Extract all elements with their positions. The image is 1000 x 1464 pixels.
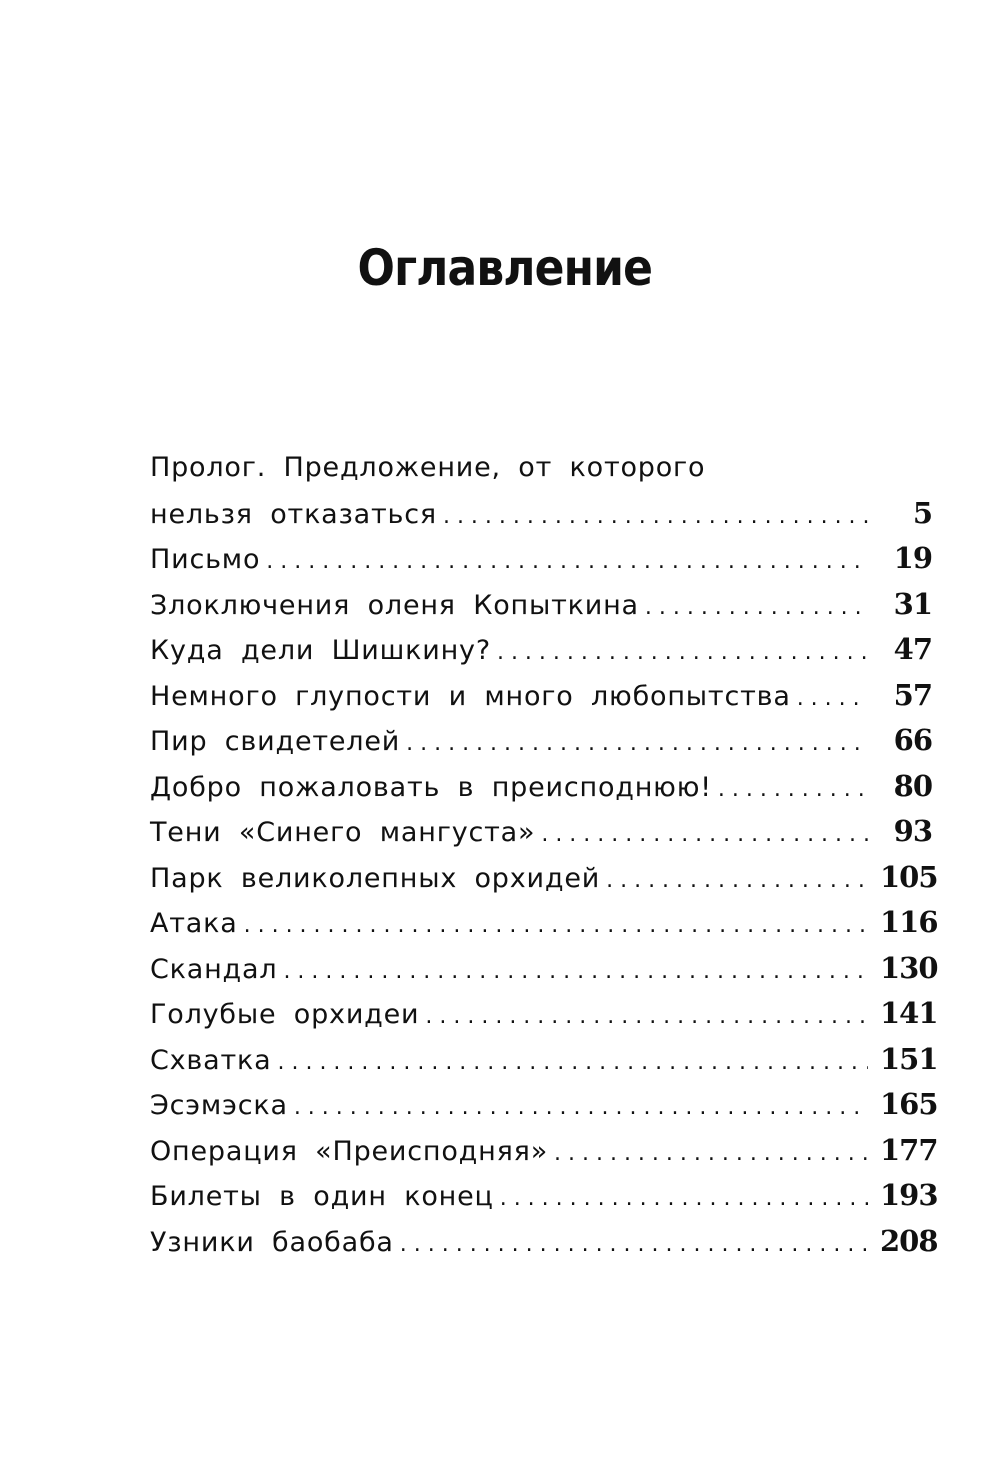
toc-page-number: 5 [912, 495, 932, 530]
dot-leader [406, 721, 868, 767]
toc-entry[interactable] [150, 673, 932, 719]
toc-page-number: 193 [880, 1178, 938, 1212]
toc-entry[interactable] [150, 1037, 938, 1083]
page-title: Оглавление [357, 239, 653, 297]
dot-leader [797, 676, 868, 722]
dot-leader [277, 1040, 868, 1086]
toc-entry-title: Немного глупости и много любопытства [150, 680, 791, 712]
toc-entry[interactable] [150, 627, 932, 673]
toc-entry-title: Злоключения оленя Копыткина [150, 589, 639, 621]
toc-entry-title: Куда дели Шишкину? [150, 635, 491, 666]
toc-entry-title: Билеты в один конец [150, 1181, 494, 1212]
dot-leader [500, 1176, 868, 1222]
toc-entry-title: Парк великолепных орхидей [150, 862, 601, 894]
dot-leader [425, 994, 868, 1040]
toc-entry[interactable] [150, 1219, 938, 1265]
toc-entry-title: Пир свидетелей [150, 726, 401, 757]
toc-page-number: 57 [893, 677, 932, 712]
toc-entry[interactable] [150, 900, 938, 946]
toc-entry[interactable] [150, 764, 932, 810]
dot-leader [606, 858, 868, 904]
toc-entry-title: Узники баобаба [150, 1226, 394, 1258]
toc-page-number: 105 [880, 859, 938, 894]
toc-page-number: 93 [893, 814, 932, 848]
toc-page-number: 141 [880, 996, 938, 1030]
toc-entry[interactable] [150, 991, 938, 1037]
toc-entry-title: Схватка [150, 1044, 272, 1076]
toc-page-number: 66 [893, 723, 932, 757]
toc-entry[interactable] [150, 1082, 938, 1128]
toc-entry[interactable] [150, 1173, 938, 1219]
dot-leader [400, 1222, 868, 1268]
toc-page-number: 165 [880, 1087, 938, 1121]
dot-leader [283, 949, 868, 995]
toc-page-number: 130 [880, 950, 938, 985]
toc-entry[interactable] [150, 536, 932, 582]
toc-entry-title: Письмо [150, 544, 261, 575]
toc-entry-title: Голубые орхидеи [150, 999, 420, 1030]
toc-entry[interactable] [150, 718, 932, 764]
toc-entry-title: Эсэмэска [150, 1090, 288, 1121]
table-of-contents [150, 445, 938, 1264]
dot-leader [497, 630, 868, 676]
toc-entry-title: Атака [150, 908, 238, 939]
toc-page-number: 177 [880, 1132, 938, 1167]
toc-entry[interactable] [150, 582, 932, 628]
toc-entry[interactable] [150, 855, 938, 901]
toc-entry[interactable] [150, 946, 938, 992]
toc-entry-title: нельзя отказаться [150, 498, 437, 530]
dot-leader [541, 812, 868, 858]
toc-page-number: 151 [880, 1041, 938, 1076]
toc-entry-title: Пролог. Предложение, от которого [150, 452, 706, 483]
toc-entry[interactable] [150, 491, 932, 537]
toc-page-number: 208 [880, 1223, 938, 1258]
toc-entry-title: Тени «Синего мангуста» [150, 817, 536, 848]
toc-entry-title: Добро пожаловать в преисподнюю! [150, 771, 712, 803]
toc-page-number: 80 [893, 768, 932, 803]
dot-leader [554, 1131, 868, 1177]
toc-entry[interactable] [150, 1128, 938, 1174]
toc-page-number: 116 [880, 905, 938, 939]
dot-leader [294, 1085, 868, 1131]
dot-leader [244, 903, 868, 949]
toc-entry[interactable] [150, 809, 932, 855]
toc-entry [150, 445, 932, 491]
toc-page-number: 31 [893, 586, 932, 621]
toc-entry-title: Операция «Преисподняя» [150, 1135, 549, 1167]
dot-leader [645, 585, 868, 631]
toc-page-number: 19 [893, 541, 932, 575]
dot-leader [443, 494, 868, 540]
toc-entry-title: Скандал [150, 953, 278, 985]
toc-page-number: 47 [893, 632, 932, 666]
dot-leader [266, 539, 868, 585]
dot-leader [718, 767, 868, 813]
